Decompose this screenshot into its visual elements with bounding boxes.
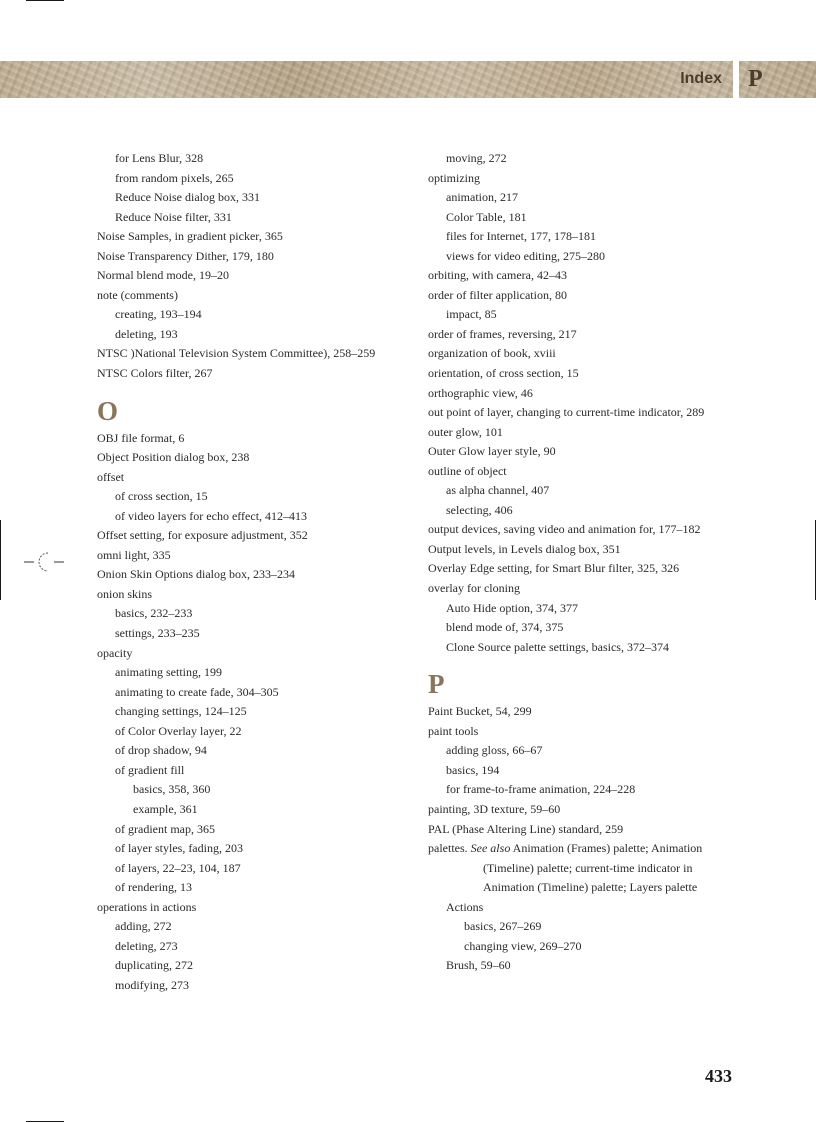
index-entry: PAL (Phase Altering Line) standard, 259 [428, 821, 624, 836]
index-entry: basics, 358, 360 [133, 782, 211, 797]
page-number: 433 [705, 1066, 732, 1086]
index-entry: files for Internet, 177, 178–181 [446, 229, 596, 244]
index-entry: Overlay Edge setting, for Smart Blur filter, 325, 326 [428, 561, 680, 576]
index-entry: Outer Glow layer style, 90 [428, 444, 556, 459]
index-entry: Animation (Timeline) palette; Layers palette [483, 880, 698, 895]
index-entry: onion skins [97, 586, 153, 601]
index-entry: Reduce Noise dialog box, 331 [115, 190, 260, 205]
index-entry: selecting, 406 [446, 502, 513, 517]
index-entry: of cross section, 15 [115, 489, 208, 504]
index-entry: overlay for cloning [428, 581, 520, 596]
index-entry: animating setting, 199 [115, 665, 222, 680]
index-entry: basics, 194 [446, 762, 500, 777]
index-entry: of gradient fill [115, 762, 185, 777]
section-label: Index [680, 70, 722, 87]
index-letter-heading: P [428, 669, 445, 700]
index-entry: moving, 272 [446, 151, 507, 165]
index-entry-text: palettes. [428, 841, 471, 856]
index-entry: as alpha channel, 407 [446, 483, 550, 498]
index-entry: outline of object [428, 463, 507, 478]
index-entry: opacity [97, 645, 133, 660]
index-entry: Clone Source palette settings, basics, 372–374 [446, 639, 669, 654]
index-entry: NTSC Colors filter, 267 [97, 366, 213, 381]
index-entry: outer glow, 101 [428, 424, 503, 439]
index-entry: organization of book, xviii [428, 346, 556, 361]
index-entry: out point of layer, changing to current-time indicator, 289 [428, 405, 705, 420]
index-column-left [97, 149, 417, 995]
index-entry: Actions [446, 899, 484, 914]
index-entry: impact, 85 [446, 307, 497, 322]
index-entry: for Lens Blur, 328 [115, 151, 204, 165]
index-entry: animating to create fade, 304–305 [115, 684, 279, 699]
index-entry: operations in actions [97, 899, 197, 914]
index-entry: orientation, of cross section, 15 [428, 366, 579, 381]
index-entry: changing view, 269–270 [464, 938, 582, 953]
index-entry: Reduce Noise filter, 331 [115, 209, 232, 224]
index-entry: duplicating, 272 [115, 958, 193, 973]
section-letter: P [748, 66, 763, 92]
index-entry: views for video editing, 275–280 [446, 248, 605, 263]
index-entry: of drop shadow, 94 [115, 743, 207, 758]
index-entry: deleting, 193 [115, 326, 178, 341]
index-entry: Noise Samples, in gradient picker, 365 [97, 229, 283, 244]
index-letter-heading: O [97, 395, 119, 426]
index-entry: adding, 272 [115, 919, 172, 934]
index-entry: changing settings, 124–125 [115, 704, 247, 719]
index-entry: Output levels, in Levels dialog box, 351 [428, 541, 621, 556]
index-entry: adding gloss, 66–67 [446, 743, 543, 758]
index-entry: deleting, 273 [115, 938, 178, 953]
cross-reference: See also [470, 841, 511, 856]
index-entry: Onion Skin Options dialog box, 233–234 [97, 567, 296, 582]
index-entry-text: Animation (Frames) palette; Animation [510, 841, 703, 856]
index-entry: output devices, saving video and animation for, 177–182 [428, 522, 701, 537]
index-entry: order of filter application, 80 [428, 287, 567, 302]
index-entry: painting, 3D texture, 59–60 [428, 801, 561, 816]
index-entry: Paint Bucket, 54, 299 [428, 704, 532, 719]
crop-mark-top [26, 0, 64, 1]
index-entry: Brush, 59–60 [446, 958, 511, 973]
index-column-right [428, 149, 748, 976]
index-entry: for frame-to-frame animation, 224–228 [446, 782, 636, 797]
registration-mark-icon [24, 547, 64, 577]
header-divider [733, 61, 739, 98]
index-entry: of rendering, 13 [115, 880, 192, 895]
index-entry: of layers, 22–23, 104, 187 [115, 860, 241, 875]
crop-mark-left-edge [0, 520, 1, 600]
index-entry: Auto Hide option, 374, 377 [446, 600, 578, 615]
index-entry: blend mode of, 374, 375 [446, 620, 564, 635]
index-entry: Color Table, 181 [446, 209, 527, 224]
index-entry: optimizing [428, 170, 480, 185]
index-entry: (Timeline) palette; current-time indicator in [483, 860, 693, 875]
index-entry: Object Position dialog box, 238 [97, 450, 250, 465]
crop-mark-bottom [26, 1121, 64, 1122]
index-entry: omni light, 335 [97, 547, 171, 562]
index-entry: basics, 267–269 [464, 919, 542, 934]
index-entry: settings, 233–235 [115, 626, 200, 641]
index-entry: example, 361 [133, 801, 198, 816]
index-entry: orbiting, with camera, 42–43 [428, 268, 567, 283]
index-entry: paint tools [428, 723, 479, 738]
index-entry: Noise Transparency Dither, 179, 180 [97, 248, 274, 263]
index-entry: of video layers for echo effect, 412–413 [115, 508, 308, 523]
index-entry: modifying, 273 [115, 977, 189, 992]
index-entry: OBJ file format, 6 [97, 430, 185, 445]
index-entry: orthographic view, 46 [428, 385, 533, 400]
index-entry: Normal blend mode, 19–20 [97, 268, 229, 283]
index-entry: offset [97, 469, 125, 484]
index-entry [428, 839, 748, 859]
index-entry: basics, 232–233 [115, 606, 193, 621]
index-entry: of gradient map, 365 [115, 821, 215, 836]
index-entry: animation, 217 [446, 190, 518, 205]
index-entry: NTSC )National Television System Committee), 258–259 [97, 346, 376, 361]
index-entry: of Color Overlay layer, 22 [115, 723, 242, 738]
index-entry: creating, 193–194 [115, 307, 202, 322]
index-entry: Offset setting, for exposure adjustment, 352 [97, 528, 308, 543]
index-entry: note (comments) [97, 287, 178, 302]
index-entry: of layer styles, fading, 203 [115, 841, 243, 856]
index-entry: from random pixels, 265 [115, 170, 234, 185]
index-entry: order of frames, reversing, 217 [428, 326, 577, 341]
